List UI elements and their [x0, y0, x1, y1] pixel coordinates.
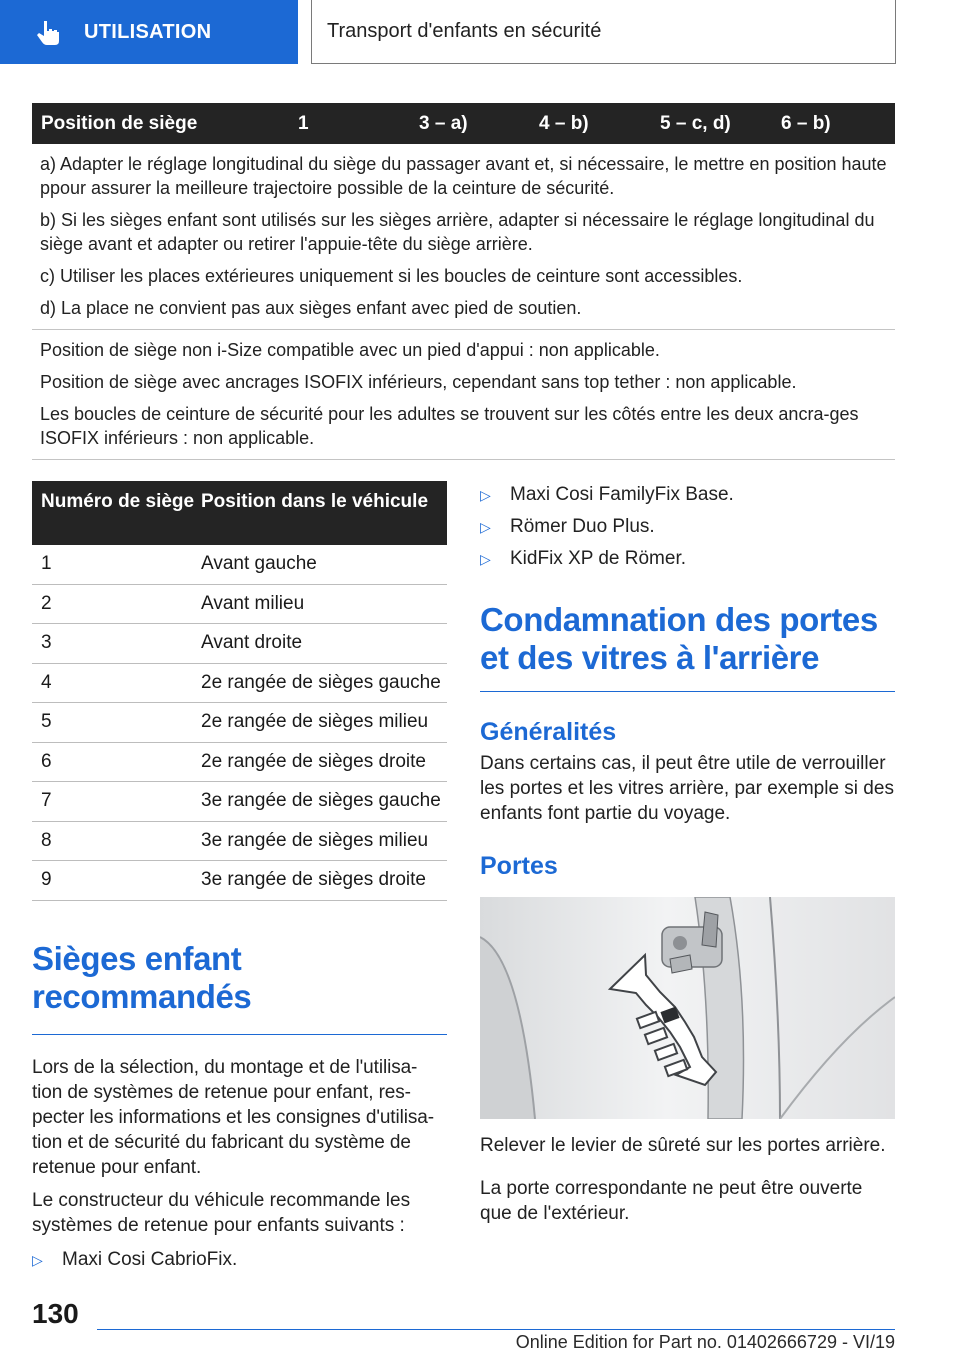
right-column [480, 481, 895, 1226]
seat-position: 3e rangée de sièges gauche [201, 790, 441, 812]
general-text: Dans certains cas, il peut être utile de verrouiller les portes et les vitres arrière, par exemple si des enfants font partie du voyage. [480, 753, 894, 824]
general-heading: Généralités [480, 718, 617, 746]
list-item [480, 515, 895, 539]
edition-info: Online Edition for Part no. 01402666729 - VI/19 [515, 1332, 895, 1352]
seat-table-header [32, 481, 447, 545]
seat-number: 9 [41, 869, 52, 891]
seat-position: 2e rangée de sièges gauche [201, 671, 441, 693]
seat-position-header [32, 103, 895, 144]
seat-position: 2e rangée de sièges droite [201, 750, 426, 772]
seat-number: 7 [41, 790, 52, 812]
seat-position: 3e rangée de sièges droite [201, 869, 426, 891]
footnote-d: d) La place ne convient pas aux sièges enfant avec pied de soutien. [40, 298, 582, 318]
seat-number: 4 [41, 671, 52, 693]
doors-text-2: La porte correspondante ne peut être ouverte que de l'extérieur. [480, 1178, 863, 1224]
doors-heading: Portes [480, 852, 558, 880]
header-col-1: 1 [298, 113, 309, 134]
page-number: 130 [32, 1298, 79, 1329]
seat-number: 1 [41, 553, 52, 575]
title-rule [480, 691, 895, 692]
list-item [480, 483, 895, 507]
list-item-label: Maxi Cosi FamilyFix Base. [510, 484, 734, 505]
header-vehicle-position: Position dans le véhicule [201, 491, 429, 512]
table-row [32, 624, 447, 664]
section-label: UTILISATION [84, 20, 212, 43]
title-rule [32, 1034, 447, 1035]
triangle-bullet-icon: ▷ [480, 487, 491, 503]
remark-2: Position de siège avec ancrages ISOFIX inférieurs, cependant sans top tether : non applicable. [40, 372, 797, 392]
header-col-5: 5 – c, d) [660, 113, 731, 134]
header-seat-number: Numéro de siège [41, 491, 195, 512]
header-col-6: 6 – b) [781, 113, 831, 134]
remark-3: Les boucles de ceinture de sécurité pour les adultes se trouvent sur les côtés entre les deux ancra-ges ISOFIX inférieurs : non applicable. [40, 404, 859, 448]
chapter-title: Transport d'enfants en sécurité [311, 0, 896, 64]
table-row [32, 585, 447, 625]
recommended-title: Sièges enfant recommandés [32, 940, 252, 1015]
header-col-4: 4 – b) [539, 113, 589, 134]
seat-number: 3 [41, 632, 52, 654]
seat-number: 5 [41, 711, 52, 733]
triangle-bullet-icon: ▷ [480, 519, 491, 535]
list-item-label: KidFix XP de Römer. [510, 548, 687, 569]
footnote-b: b) Si les sièges enfant sont utilisés sur les sièges arrière, adapter si nécessaire le réglage longitudinal du siège avant et adapter ou retirer l'appuie-tête du siège arrière. [40, 210, 875, 254]
triangle-bullet-icon: ▷ [32, 1252, 43, 1268]
seat-position: 2e rangée de sièges milieu [201, 711, 429, 733]
seat-position: Avant droite [201, 632, 303, 654]
list-item-label: Römer Duo Plus. [510, 516, 655, 537]
recommended-para-1: Lors de la sélection, du montage et de l'utilisa-tion de systèmes de retenue pour enfant, res-pecter les informations et les consignes d'utilisa-tion et de sécurité du fabricant du système de retenue pour enfant. [32, 1057, 434, 1178]
doors-text-1: Relever le levier de sûreté sur les portes arrière. [480, 1135, 886, 1156]
footnotes [32, 144, 895, 330]
seat-number-table [32, 481, 447, 901]
list-item [32, 1248, 447, 1272]
table-row [32, 743, 447, 783]
table-row [32, 703, 447, 743]
seat-position: Avant milieu [201, 592, 305, 614]
hand-pointer-icon [30, 12, 70, 52]
table-row [32, 782, 447, 822]
header-position: Position de siège [41, 113, 198, 134]
table-row [32, 545, 447, 585]
footnote-c: c) Utiliser les places extérieures uniquement si les boucles de ceinture sont accessibles. [40, 266, 743, 286]
table-row [32, 861, 447, 901]
remark-1: Position de siège non i-Size compatible avec un pied d'appui : non applicable. [40, 340, 660, 360]
seat-position: 3e rangée de sièges milieu [201, 829, 429, 851]
door-lock-illustration [480, 897, 895, 1119]
seat-position-table [32, 103, 895, 460]
section-tab[interactable] [0, 0, 298, 64]
locking-title: Condamnation des portes et des vitres à l'arrière [480, 601, 878, 676]
footer-rule [97, 1329, 895, 1330]
remarks [32, 330, 895, 460]
header-col-3: 3 – a) [419, 113, 468, 134]
recommended-para-2: Le constructeur du véhicule recommande les systèmes de retenue pour enfants suivants : [32, 1190, 411, 1236]
table-row [32, 664, 447, 704]
seat-number: 8 [41, 829, 52, 851]
table-row [32, 822, 447, 862]
recommended-section [32, 940, 447, 1272]
footnote-a: a) Adapter le réglage longitudinal du siège du passager avant et, si nécessaire, le mettre en position haute ppour assurer la meilleure trajectoire possible de la ceinture de sécurité. [40, 154, 887, 198]
list-item-label: Maxi Cosi CabrioFix. [62, 1249, 238, 1270]
seat-number: 2 [41, 592, 52, 614]
seat-number: 6 [41, 750, 52, 772]
seat-position: Avant gauche [201, 553, 317, 575]
list-item [480, 547, 895, 571]
triangle-bullet-icon: ▷ [480, 551, 491, 567]
